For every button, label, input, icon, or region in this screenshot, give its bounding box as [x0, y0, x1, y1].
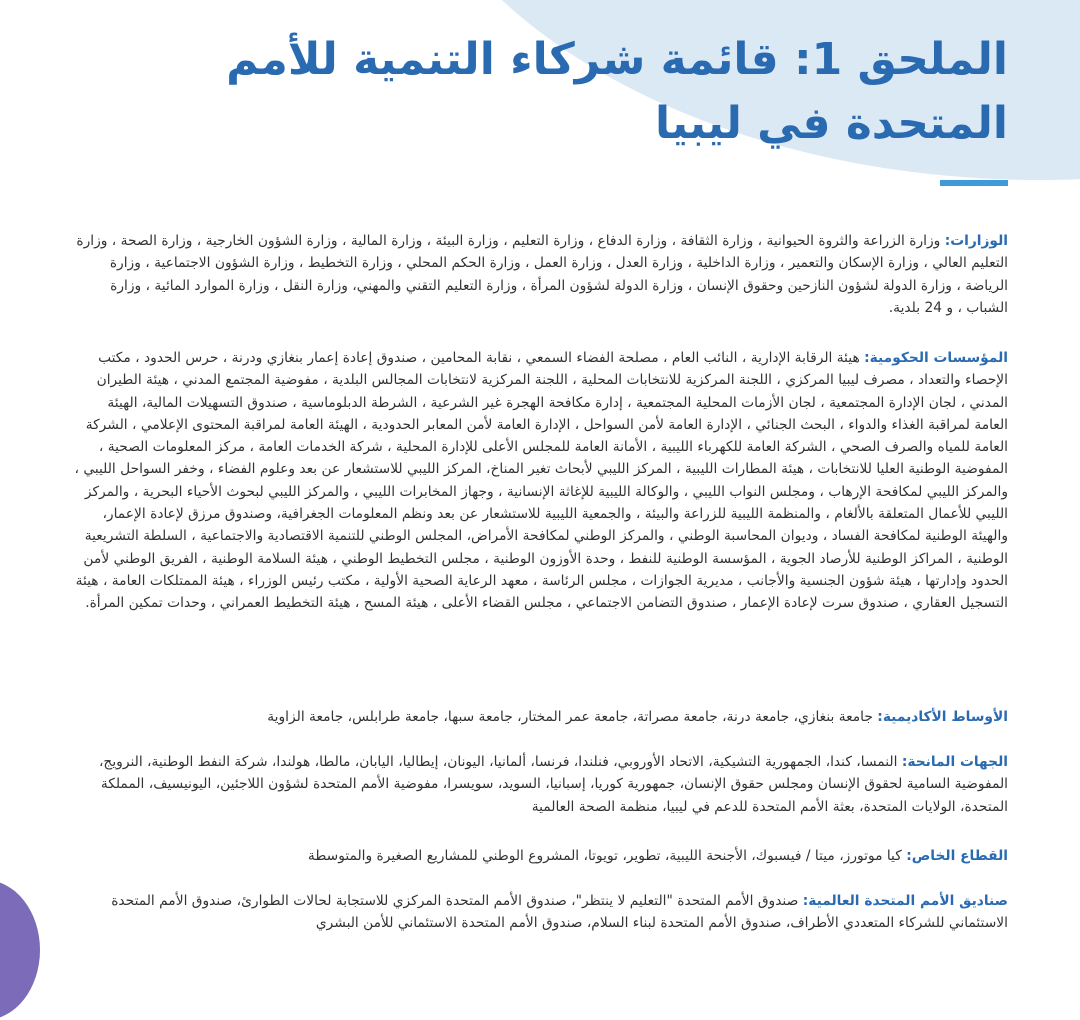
section-label: صناديق الأمم المتحدة العالمية: [802, 893, 1008, 909]
title-line-1: الملحق 1: قائمة شركاء التنمية للأمم [226, 34, 1008, 85]
title-underline [940, 180, 1008, 186]
section-text: وزارة الزراعة والثروة الحيوانية ، وزارة الثقافة ، وزارة الدفاع ، وزارة التعليم ، وزارة البيئة ، وزارة المالية ، وزارة الشؤون الخارجية ، وزارة الصحة ، وزارة التعليم العالي ، وزارة الإسكان والتعمير ، وزارة الداخلية ، وزارة العدل ، وزارة العمل ، وزارة الحكم المحلي ، وزارة التخطيط ، وزارة الشؤون الاجتماعية ، وزارة الرياضة ، وزارة الدولة لشؤون النازحين وحقوق الإنسان ، وزارة الدولة لشؤون المرأة ، وزارة التعليم التقني والمهني، وزارة النقل ، وزارة الموارد المائية ، وزارة الشباب ، و 24 بلدية. [76, 233, 1008, 316]
section-label: الجهات المانحة: [901, 754, 1008, 770]
section-label: القطاع الخاص: [906, 848, 1008, 864]
section-label: الوزارات: [944, 233, 1008, 249]
section-label: الأوساط الأكاديمية: [877, 709, 1008, 725]
section-academia [267, 706, 1008, 728]
page-title [70, 28, 1008, 156]
section-ministries [70, 230, 1008, 319]
section-government-institutions [70, 347, 1008, 615]
section-private-sector [308, 845, 1008, 867]
section-text: كيا موتورز، ميتا / فيسبوك، الأجنحة الليبية، تطوير، تويوتا، المشروع الوطني للمشاريع الصغيرة والمتوسطة [307, 848, 902, 864]
section-text: النمسا، كندا، الجمهورية التشيكية، الاتحاد الأوروبي، فنلندا، فرنسا، ألمانيا، اليونان، إيطاليا، اليابان، مالطا، هولندا، شركة النفط الوطنية، النرويج، المفوضية السامية لحقوق الإنسان ومجلس حقوق الإنسان، جمهورية كوريا، إسبانيا، السويد، سويسرا، مفوضية الأمم المتحدة لشؤون اللاجئين، اليونيسيف، المملكة المتحدة، الولايات المتحدة، بعثة الأمم المتحدة للدعم في ليبيا، منظمة الصحة العالمية [98, 754, 1008, 815]
section-text: هيئة الرقابة الإدارية ، النائب العام ، مصلحة الفضاء السمعي ، نقابة المحامين ، صندوق إعادة إعمار بنغازي ودرنة ، حرس الحدود ، مكتب الإحصاء والتعداد ، مصرف ليبيا المركزي ، اللجنة المركزية للانتخابات المحلية ، اللجنة المركزية لانتخابات المجالس البلدية ، مفوضية المجتمع المدني ، هيئة الطيران المدني ، لجان الإدارة المجتمعية ، لجان الأزمات المحلية المجتمعية ، إدارة مكافحة الهجرة غير الشرعية ، الشرطة الدبلوماسية ، صندوق التسهيلات المالية، الهيئة العامة لمراقبة الغذاء والدواء ، البحث الجنائي ، الإدارة العامة لأمن السواحل ، الإدارة العامة لأمن المعابر الحدودية ، الهيئة العامة لمراقبة المحتوى الإعلامي ، الشركة العامة للمياه والصرف الصحي ، الشركة العامة للكهرباء الليبية ، الأمانة العامة للمجلس الأعلى للإدارة المحلية ، شركة الخدمات العامة ، مركز المعلومات الصحية ، المفوضية الوطنية العليا للانتخابات ، هيئة المطارات الليبية ، المركز الليبي لأبحاث تغير المناخ، المركز الليبي للاستشعار عن بعد وعلوم الفضاء ، وخفر السواحل الليبي ، والمركز الليبي لمكافحة الإرهاب ، ومجلس النواب الليبي ، والوكالة الليبية للإغاثة الإنسانية ، وجهاز المخابرات الليبي ، والمركز الليبي لبحوث الأحياء البحرية ، والمركز الليبي للأعمال المتعلقة بالألغام ، والمنظمة الليبية للزراعة والبيئة ، والجمعية الليبية للاستشعار عن بعد ونظم المعلومات الجغرافية، وصندوق مرزق لإعادة الإعمار، والهيئة الوطنية لمكافحة الفساد ، وديوان المحاسبة الوطني ، والمركز الوطني لمكافحة الأمراض، المجلس الوطني للتنمية الاقتصادية والاجتماعية ، السلطة التشريعية الوطنية ، المراكز الوطنية للأرصاد الجوية ، المؤسسة الوطنية للنفط ، وحدة الأوزون الوطنية ، مجلس التخطيط الوطني ، هيئة السلامة الوطنية ، الفريق الوطني لأمن الحدود وإدارتها ، هيئة شؤون الجنسية والأجانب ، مديرية الجوازات ، مجلس الرئاسة ، معهد الرعاية الصحية الأولية ، مكتب رئيس الوزراء ، هيئة الممتلكات العامة ، هيئة التسجيل العقاري ، صندوق سرت لإعادة الإعمار ، صندوق التضامن الاجتماعي ، مجلس القضاء الأعلى ، هيئة المسح ، هيئة التخطيط العمراني ، وحدات تمكين المرأة. [74, 350, 1008, 612]
section-text: صندوق الأمم المتحدة "التعليم لا ينتظر"، صندوق الأمم المتحدة المركزي للاستجابة لحالات الطوارئ، صندوق الأمم المتحدة الاستئماني للشركاء المتعددي الأطراف، صندوق الأمم المتحدة لبناء السلام، صندوق الأمم المتحدة الاستئماني للأمن البشري [111, 893, 1008, 932]
annex-page [70, 28, 1008, 932]
corner-decoration [0, 880, 40, 1020]
section-un-global-funds [70, 890, 1008, 935]
title-line-2: المتحدة في ليبيا [654, 98, 1008, 149]
section-label: المؤسسات الحكومية: [864, 350, 1008, 366]
section-text: جامعة بنغازي، جامعة درنة، جامعة مصراتة، جامعة عمر المختار، جامعة سبها، جامعة طرابلس، جامعة الزاوية [267, 709, 873, 725]
section-donors [70, 751, 1008, 818]
